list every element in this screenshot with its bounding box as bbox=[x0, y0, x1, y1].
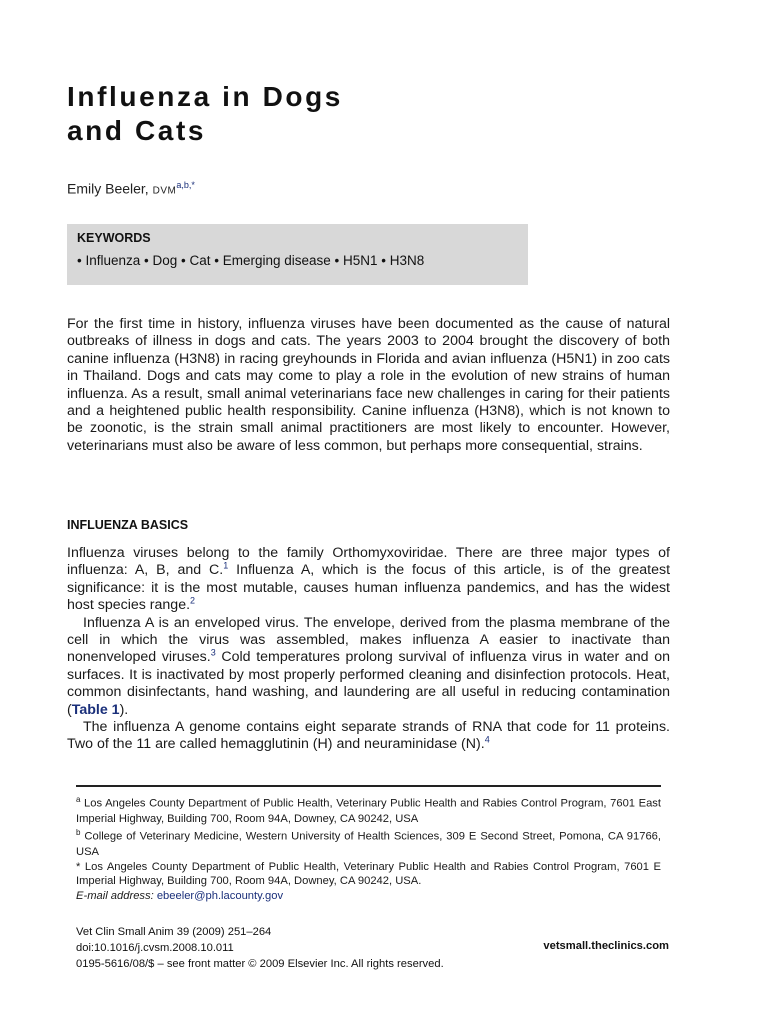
email-link[interactable]: ebeeler@ph.lacounty.gov bbox=[156, 890, 284, 903]
article-title bbox=[67, 80, 343, 148]
citation-ref-2[interactable]: 2 bbox=[190, 595, 196, 606]
author-degree: DVM bbox=[152, 185, 177, 197]
journal-website-link[interactable]: vetsmall.theclinics.com bbox=[543, 940, 669, 952]
citation-ref-3[interactable]: 3 bbox=[210, 647, 216, 658]
title-line-2: and Cats bbox=[67, 115, 207, 146]
keywords-list: • Influenza • Dog • Cat • Emerging disease • H5N1 • H3N8 bbox=[77, 253, 425, 268]
abstract bbox=[67, 316, 670, 455]
citation-ref-4[interactable]: 4 bbox=[484, 734, 490, 745]
paragraph-3: The influenza A genome contains eight separate strands of RNA that code for 11 proteins. Two of the 11 are called hemagglutinin (H) and neuraminidase (N).$^4$ bbox=[67, 719, 670, 753]
footnote-divider bbox=[76, 785, 661, 787]
footnote-corresponding: * Los Angeles County Department of Public Health, Veterinary Public Health and Rabies Control Program, 7601 E Imperial Highway, Building 700, Room 94A, Downey, CA 90242, USA. bbox=[76, 860, 661, 888]
footnote-b: $^b$ College of Veterinary Medicine, Western University of Health Sciences, 309 E Second Street, Pomona, CA 91766, USA bbox=[76, 828, 661, 858]
journal-info bbox=[76, 924, 444, 972]
paragraph-1: Influenza viruses belong to the family Orthomyxoviridae. There are three major types of influenza: A, B, and C.$^1$ Influenza A, which is the focus of this article, is of the greatest significance: it is the most mutable, causes human influenza pandemics, and has the widest host species range.$^2$ bbox=[67, 545, 671, 614]
keywords-box bbox=[67, 224, 528, 285]
author-name: Emily Beeler, bbox=[67, 180, 149, 197]
footnote-email bbox=[76, 889, 661, 904]
journal-doi: doi:10.1016/j.cvsm.2008.10.011 bbox=[76, 942, 234, 954]
journal-citation: Vet Clin Small Anim 39 (2009) 251–264 bbox=[76, 926, 272, 938]
citation-ref-1[interactable]: 1 bbox=[223, 560, 229, 571]
author-line bbox=[67, 180, 195, 197]
journal-copyright: 0195-5616/08/$ – see front matter © 2009 Elsevier Inc. All rights reserved. bbox=[76, 958, 444, 970]
author-affiliation-marks[interactable]: a,b,* bbox=[176, 180, 195, 190]
section-body bbox=[67, 545, 670, 754]
email-label: E-mail address: bbox=[76, 890, 154, 903]
keywords-heading: KEYWORDS bbox=[77, 231, 151, 245]
footnote-a: $^a$ Los Angeles County Department of Public Health, Veterinary Public Health and Rabies Control Program, 7601 East Imperial Highway, Building 700, Room 94A, Downey, CA 90242, USA bbox=[76, 795, 661, 825]
table-1-link[interactable]: Table 1 bbox=[71, 701, 120, 718]
section-heading: INFLUENZA BASICS bbox=[67, 518, 189, 532]
title-line-1: Influenza in Dogs bbox=[67, 81, 343, 112]
paragraph-2: Influenza A is an enveloped virus. The envelope, derived from the plasma membrane of the cell in which the virus was assembled, makes influenza A easier to inactivate than nonenveloped viruses.$^3$ Cold temperatures prolong survival of influenza virus in water and on surfaces. It is inactivated by most properly performed cleaning and disinfection protocols. Heat, common disinfectants, hand washing, and laundering are all useful in reducing contamination (Table 1). bbox=[67, 614, 670, 718]
footnotes bbox=[76, 793, 661, 904]
abstract-text: For the first time in history, influenza viruses have been documented as the cause of natural outbreaks of illness in dogs and cats. The years 2003 to 2004 brought the discovery of both canine influenza (H3N8) in racing greyhounds in Florida and avian influenza (H5N1) in zoo cats in Thailand. Dogs and cats may come to play a role in the evolution of new strains of human influenza. As a result, small animal veterinarians face new challenges in caring for their patients and a heightened public health responsibility. Canine influenza (H3N8), which is not known to be zoonotic, is the strain small animal practitioners are most likely to encounter. However, veterinarians must also be aware of less common, but perhaps more consequential, strains. bbox=[67, 316, 670, 454]
